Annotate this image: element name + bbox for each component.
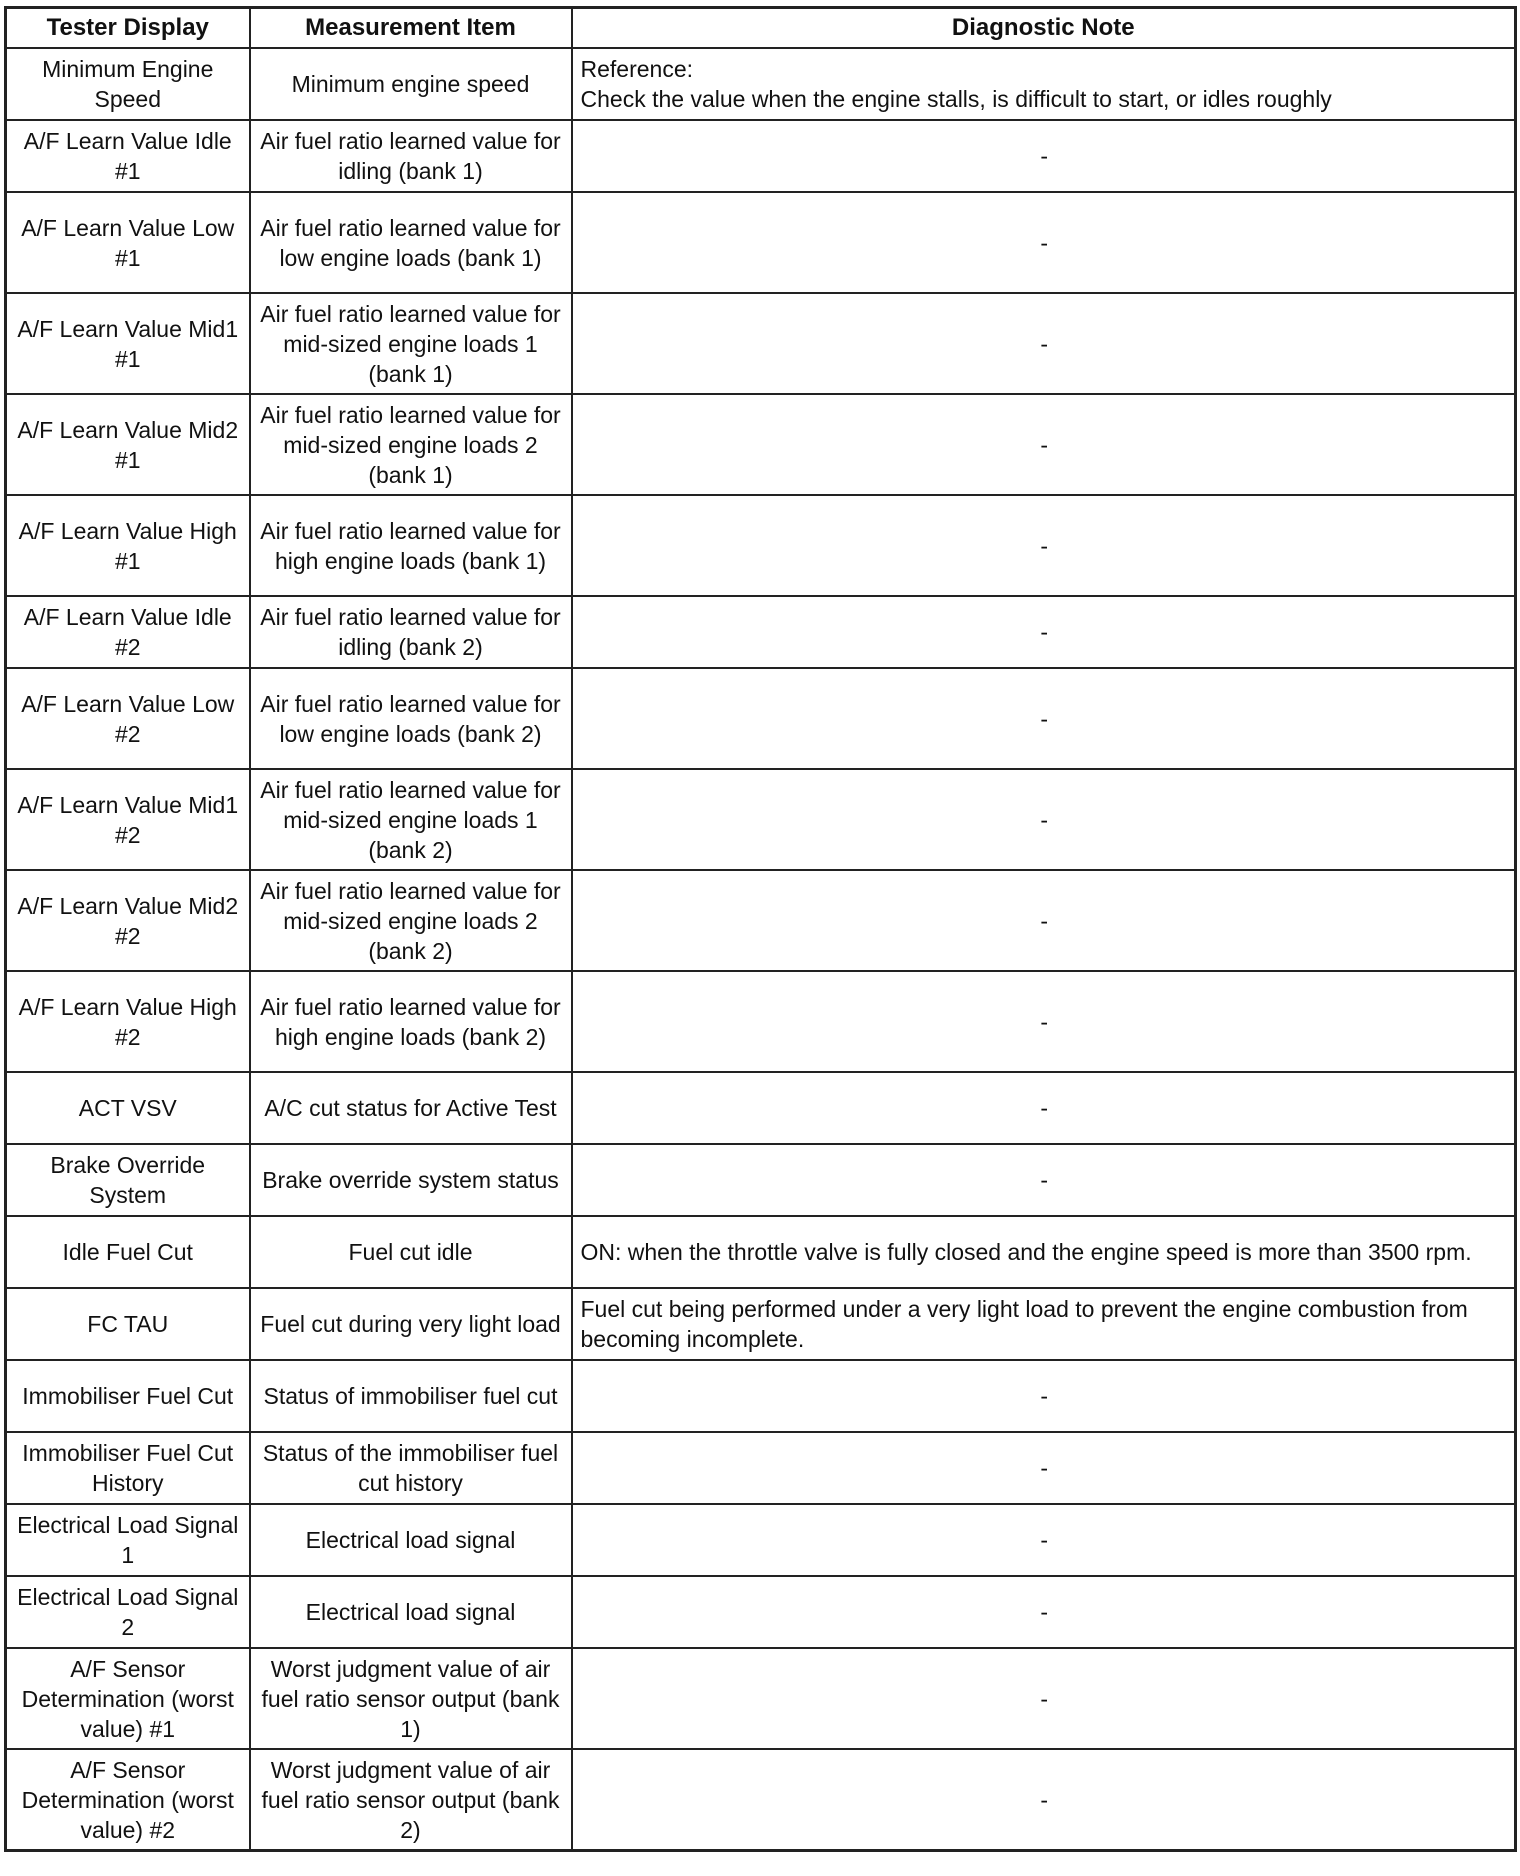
diagnostic-note-cell — [572, 120, 1516, 192]
diagnostic-note-text: - — [1040, 1008, 1049, 1035]
diagnostic-note-cell — [572, 769, 1516, 870]
diagnostic-note-text: - — [1040, 907, 1049, 934]
measurement-item-cell: Fuel cut during very light load — [250, 1288, 572, 1360]
diagnostic-note-text: - — [1040, 1383, 1049, 1409]
measurement-item-cell: Worst judgment value of air fuel ratio sensor output (bank 2) — [250, 1749, 572, 1851]
tester-display-cell: A/F Sensor Determination (worst value) #2 — [6, 1749, 250, 1851]
measurement-item-cell: Air fuel ratio learned value for low engine loads (bank 1) — [250, 192, 572, 293]
diagnostic-note-text: Fuel cut being performed under a very light load to prevent the engine combustion from becoming incomplete. — [580, 1296, 1468, 1352]
measurement-item-cell: Electrical load signal — [250, 1504, 572, 1576]
diagnostic-note-text: ON: when the throttle valve is fully closed and the engine speed is more than 3500 rpm. — [580, 1239, 1472, 1265]
table-row — [6, 1648, 1516, 1749]
tester-display-cell: A/F Learn Value Mid2 #1 — [6, 394, 250, 495]
measurement-item-cell: Air fuel ratio learned value for idling (bank 2) — [250, 596, 572, 668]
diagnostic-note-cell — [572, 668, 1516, 769]
diagnostic-note-text: - — [1040, 1685, 1049, 1712]
table-body — [6, 48, 1516, 1851]
table-row — [6, 1360, 1516, 1432]
tester-display-cell: A/F Learn Value Idle #2 — [6, 596, 250, 668]
diagnostic-note-cell — [572, 1504, 1516, 1576]
diagnostic-note-cell — [572, 394, 1516, 495]
measurement-item-cell: Air fuel ratio learned value for low engine loads (bank 2) — [250, 668, 572, 769]
tester-display-cell: Brake Override System — [6, 1144, 250, 1216]
table-row — [6, 293, 1516, 394]
table-row — [6, 870, 1516, 971]
measurement-item-cell: Air fuel ratio learned value for high engine loads (bank 2) — [250, 971, 572, 1072]
measurement-item-cell: A/C cut status for Active Test — [250, 1072, 572, 1144]
measurement-item-cell: Air fuel ratio learned value for high engine loads (bank 1) — [250, 495, 572, 596]
table-row — [6, 1432, 1516, 1504]
measurement-item-cell: Air fuel ratio learned value for mid-sized engine loads 2 (bank 1) — [250, 394, 572, 495]
table-row — [6, 192, 1516, 293]
measurement-item-cell: Electrical load signal — [250, 1576, 572, 1648]
tester-display-cell: Immobiliser Fuel Cut History — [6, 1432, 250, 1504]
tester-display-cell: A/F Learn Value Low #1 — [6, 192, 250, 293]
tester-display-cell: Electrical Load Signal 1 — [6, 1504, 250, 1576]
header-tester-display: Tester Display — [6, 8, 250, 49]
diagnostic-note-cell — [572, 971, 1516, 1072]
diagnostic-note-text: - — [1040, 330, 1049, 357]
diagnostic-note-cell — [572, 1576, 1516, 1648]
table-row — [6, 1576, 1516, 1648]
diagnostic-note-cell — [572, 192, 1516, 293]
table-row — [6, 1144, 1516, 1216]
tester-display-cell: Minimum Engine Speed — [6, 48, 250, 120]
diagnostic-note-text: - — [1040, 806, 1049, 833]
measurement-item-cell: Air fuel ratio learned value for idling (bank 1) — [250, 120, 572, 192]
table-row — [6, 668, 1516, 769]
diagnostic-note-text: - — [1040, 431, 1049, 458]
diagnostic-note-text: - — [1040, 143, 1049, 169]
diagnostic-note-cell — [572, 1432, 1516, 1504]
table-row — [6, 1504, 1516, 1576]
table-row — [6, 1749, 1516, 1851]
header-diagnostic-note: Diagnostic Note — [572, 8, 1516, 49]
diagnostic-note-cell — [572, 48, 1516, 120]
tester-display-cell: A/F Learn Value Mid1 #2 — [6, 769, 250, 870]
diagnostic-note-text: - — [1040, 229, 1049, 256]
measurement-item-cell: Fuel cut idle — [250, 1216, 572, 1288]
table-row — [6, 971, 1516, 1072]
table-header-row — [6, 8, 1516, 49]
diagnostic-note-text: - — [1040, 1786, 1049, 1813]
tester-display-cell: Immobiliser Fuel Cut — [6, 1360, 250, 1432]
diagnostic-data-table — [4, 6, 1517, 1852]
diagnostic-note-cell — [572, 870, 1516, 971]
table-row — [6, 495, 1516, 596]
table-row — [6, 1288, 1516, 1360]
diagnostic-note-text: - — [1040, 1599, 1049, 1625]
diagnostic-note-cell — [572, 1648, 1516, 1749]
diagnostic-note-text: Reference: — [580, 56, 694, 82]
tester-display-cell: A/F Learn Value Idle #1 — [6, 120, 250, 192]
diagnostic-note-text: - — [1040, 619, 1049, 645]
table-row — [6, 596, 1516, 668]
tester-display-cell: A/F Learn Value Mid2 #2 — [6, 870, 250, 971]
diagnostic-note-text: - — [1040, 705, 1049, 732]
diagnostic-note-text: Check the value when the engine stalls, is difficult to start, or idles roughly — [580, 86, 1332, 112]
diagnostic-note-text: - — [1040, 1527, 1049, 1553]
table-row — [6, 120, 1516, 192]
measurement-item-cell: Status of the immobiliser fuel cut history — [250, 1432, 572, 1504]
measurement-item-cell: Air fuel ratio learned value for mid-sized engine loads 2 (bank 2) — [250, 870, 572, 971]
measurement-item-cell: Status of immobiliser fuel cut — [250, 1360, 572, 1432]
header-measurement-item: Measurement Item — [250, 8, 572, 49]
measurement-item-cell: Minimum engine speed — [250, 48, 572, 120]
diagnostic-note-cell — [572, 1144, 1516, 1216]
measurement-item-cell: Worst judgment value of air fuel ratio sensor output (bank 1) — [250, 1648, 572, 1749]
diagnostic-note-cell — [572, 495, 1516, 596]
diagnostic-note-cell — [572, 1360, 1516, 1432]
measurement-item-cell: Air fuel ratio learned value for mid-sized engine loads 1 (bank 1) — [250, 293, 572, 394]
diagnostic-note-cell — [572, 293, 1516, 394]
tester-display-cell: A/F Learn Value High #2 — [6, 971, 250, 1072]
table-row — [6, 48, 1516, 120]
table-row — [6, 1072, 1516, 1144]
diagnostic-note-text: - — [1040, 1095, 1049, 1121]
table-row — [6, 1216, 1516, 1288]
table-row — [6, 394, 1516, 495]
tester-display-cell: FC TAU — [6, 1288, 250, 1360]
tester-display-cell: ACT VSV — [6, 1072, 250, 1144]
measurement-item-cell: Air fuel ratio learned value for mid-sized engine loads 1 (bank 2) — [250, 769, 572, 870]
tester-display-cell: A/F Sensor Determination (worst value) #1 — [6, 1648, 250, 1749]
tester-display-cell: Electrical Load Signal 2 — [6, 1576, 250, 1648]
diagnostic-note-text: - — [1040, 532, 1049, 559]
tester-display-cell: Idle Fuel Cut — [6, 1216, 250, 1288]
diagnostic-note-cell — [572, 1749, 1516, 1851]
diagnostic-note-cell — [572, 1072, 1516, 1144]
tester-display-cell: A/F Learn Value High #1 — [6, 495, 250, 596]
diagnostic-note-text: - — [1040, 1167, 1049, 1193]
table-row — [6, 769, 1516, 870]
measurement-item-cell: Brake override system status — [250, 1144, 572, 1216]
diagnostic-note-text: - — [1040, 1455, 1049, 1481]
diagnostic-note-cell — [572, 1216, 1516, 1288]
tester-display-cell: A/F Learn Value Low #2 — [6, 668, 250, 769]
tester-display-cell: A/F Learn Value Mid1 #1 — [6, 293, 250, 394]
diagnostic-note-cell — [572, 1288, 1516, 1360]
diagnostic-note-cell — [572, 596, 1516, 668]
